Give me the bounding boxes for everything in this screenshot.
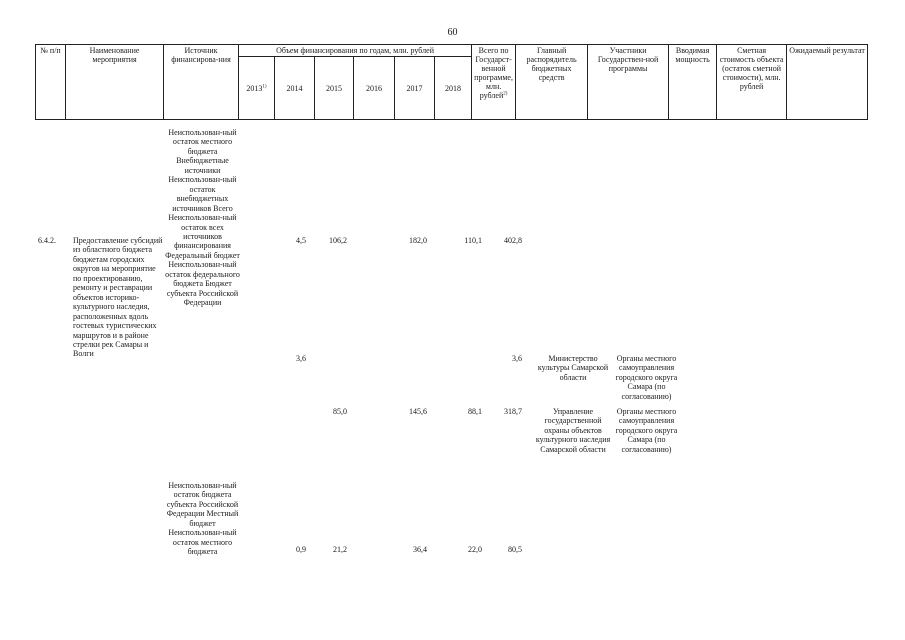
local-2018: 22,0 (468, 545, 482, 554)
total-2018: 110,1 (464, 236, 482, 245)
header-total: Всего по Государст-венной программе, млн. рублей$^{2)}$ (472, 45, 516, 120)
item-code: 6.4.2. (38, 236, 56, 245)
subject-b-manager: Управление государственной охраны объектов культурного наследия Самарской области (535, 407, 611, 454)
header-estimate: Сметная стоимость объекта (остаток сметной стоимости), млн. рублей (717, 45, 787, 120)
subject-b-2018: 88,1 (468, 407, 482, 416)
total-sum: 402,8 (504, 236, 522, 245)
total-2017: 182,0 (409, 236, 427, 245)
header-table (35, 44, 868, 120)
subject-b-2015: 85,0 (333, 407, 347, 416)
header-num: № п/п (36, 45, 66, 120)
subject-a-participant: Органы местного самоуправления городского округа Самара (по согласованию) (615, 354, 678, 401)
header-year-2014: 2014 (275, 57, 315, 120)
header-year-2016: 2016 (354, 57, 395, 120)
local-2014: 0,9 (296, 545, 306, 554)
local-sum: 80,5 (508, 545, 522, 554)
header-manager: Главный распорядитель бюджетных средств (516, 45, 588, 120)
header-participants: Участники Государствен-ной программы (588, 45, 669, 120)
header-year-2013: 2013$^{1)}$ (239, 57, 275, 120)
header-funding-group: Объем финансирования по годам, млн. рублей (239, 45, 472, 57)
header-year-2015: 2015 (315, 57, 354, 120)
header-year-2018: 2018 (435, 57, 472, 120)
header-name: Наименование мероприятия (66, 45, 164, 120)
local-2015: 21,2 (333, 545, 347, 554)
item-name: Предоставление субсидий из областного бюджета бюджетам городских округов на мероприятие по проектированию, ремонту и реставрации объектов историко-культурного наследия, расположенных вдоль гостевых туристических маршрутов и в районе стрелки рек Самары и Волги (73, 236, 163, 359)
total-2015: 106,2 (329, 236, 347, 245)
subject-b-sum: 318,7 (504, 407, 522, 416)
subject-b-2017: 145,6 (409, 407, 427, 416)
header-capacity: Вводимая мощность (669, 45, 717, 120)
header-year-2017: 2017 (395, 57, 435, 120)
page-number: 60 (447, 27, 458, 38)
sources-bottom: Неиспользован-ный остаток бюджета субъекта Российской Федерации Местный бюджет Неиспользован-ный остаток местного бюджета (166, 481, 239, 557)
sources-top: Неиспользован-ный остаток местного бюджета Внебюджетные источники Неиспользован-ный остаток внебюджетных источников Всего Неиспользован-ный остаток всех источников финансирования Федеральный бюджет Неиспользован-ный остаток федерального бюджета Бюджет субъекта Российской Федерации (165, 128, 240, 308)
subject-a-sum: 3,6 (512, 354, 522, 363)
header-source: Источник финансирова-ния (164, 45, 239, 120)
local-2017: 36,4 (413, 545, 427, 554)
subject-b-participant: Органы местного самоуправления городского округа Самара (по согласованию) (615, 407, 678, 454)
subject-a-2014: 3,6 (296, 354, 306, 363)
total-2014: 4,5 (296, 236, 306, 245)
subject-a-manager: Министерство культуры Самарской области (537, 354, 609, 382)
header-result: Ожидаемый результат (787, 45, 868, 120)
